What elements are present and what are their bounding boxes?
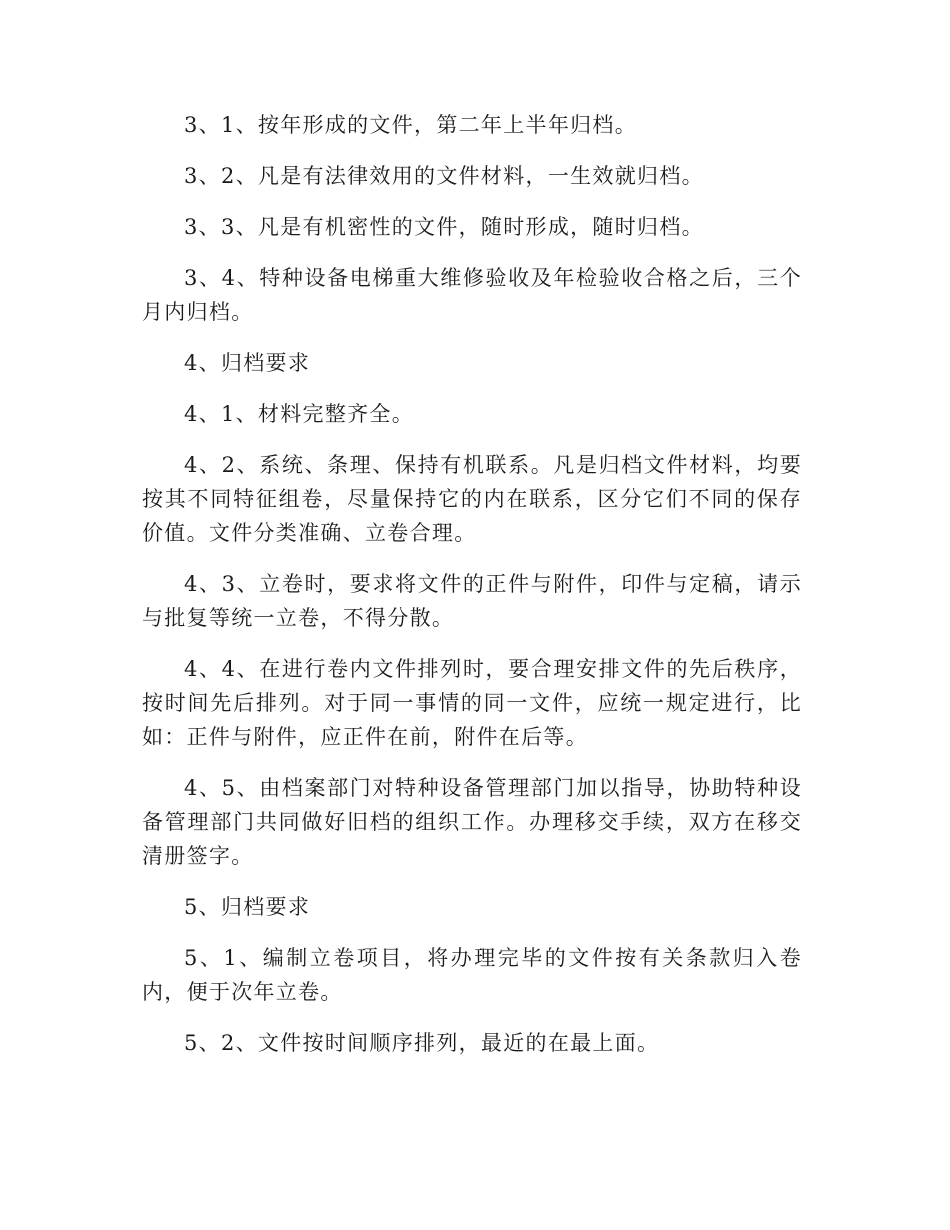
paragraph-4-2: 4、2、系统、条理、保持有机联系。凡是归档文件材料，均要按其不同特征组卷，尽量保持它的内在联系，区分它们不同的保存价值。文件分类准确、立卷合理。	[142, 453, 802, 545]
paragraph-3-1: 3、1、按年形成的文件，第二年上半年归档。	[184, 113, 638, 137]
paragraph-5-2: 5、2、文件按时间顺序排列，最近的在最上面。	[184, 1031, 660, 1055]
paragraph-5-1: 5、1、编制立卷项目，将办理完毕的文件按有关条款归入卷内，便于次年立卷。	[142, 946, 802, 1004]
paragraph-4-1: 4、1、材料完整齐全。	[184, 402, 415, 426]
paragraph-4-5: 4、5、由档案部门对特种设备管理部门加以指导，协助特种设备管理部门共同做好旧档的组织工作。办理移交手续，双方在移交清册签字。	[142, 776, 802, 868]
paragraph-3-4: 3、4、特种设备电梯重大维修验收及年检验收合格之后，三个月内归档。	[142, 266, 802, 324]
document-body	[142, 108, 802, 1060]
paragraph-3-2: 3、2、凡是有法律效用的文件材料，一生效就归档。	[184, 164, 704, 188]
paragraph-4-4: 4、4、在进行卷内文件排列时，要合理安排文件的先后秩序，按时间先后排列。对于同一事情的同一文件，应统一规定进行，比如：正件与附件，应正件在前，附件在后等。	[142, 657, 802, 749]
paragraph-4-3: 4、3、立卷时，要求将文件的正件与附件，印件与定稿，请示与批复等统一立卷，不得分散。	[142, 572, 802, 630]
section-heading-4: 4、归档要求	[184, 351, 311, 375]
paragraph-3-3: 3、3、凡是有机密性的文件，随时形成，随时归档。	[184, 215, 704, 239]
section-heading-5: 5、归档要求	[184, 895, 311, 919]
